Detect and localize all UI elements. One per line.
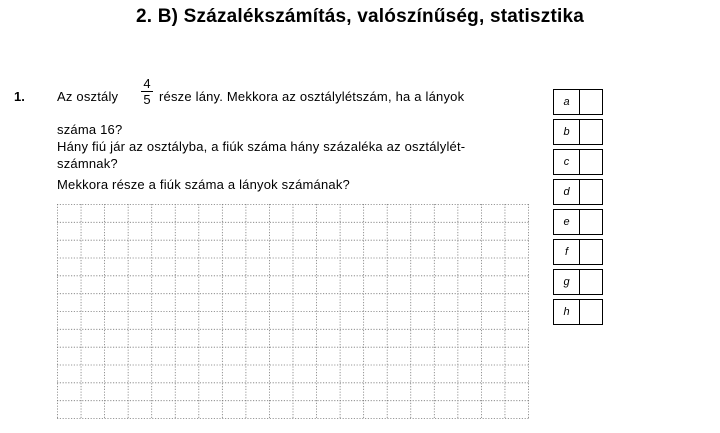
answer-label: a [554,90,580,115]
answer-box[interactable] [580,150,603,175]
answer-label: h [554,300,580,325]
answer-box[interactable] [580,90,603,115]
answer-row [554,120,603,145]
question-line-1-start: Az osztály [57,89,119,104]
answer-box[interactable] [580,210,603,235]
answer-box[interactable] [580,270,603,295]
question-line-1-end: része lány. Mekkora az osztálylétszám, ha a lányok [159,89,465,104]
answer-row [554,210,603,235]
answer-label: b [554,120,580,145]
fraction-numerator: 4 [143,76,151,91]
answer-label: c [554,150,580,175]
answer-label: f [554,240,580,265]
answer-row [554,90,603,115]
page-title: 2. B) Százalékszámítás, valószínűség, statisztika [135,6,585,27]
question-number: 1. [14,89,25,104]
question-line-5: Mekkora része a fiúk száma a lányok számának? [57,177,350,192]
answer-box[interactable] [580,180,603,205]
answer-label: e [554,210,580,235]
answer-box[interactable] [580,300,603,325]
answer-row [554,150,603,175]
answer-label: g [554,270,580,295]
question-line-2: száma 16? [57,122,123,137]
fraction-denominator: 5 [143,92,151,107]
solution-grid[interactable] [57,204,529,419]
answer-row [554,300,603,325]
answer-label: d [554,180,580,205]
answer-row [554,240,603,265]
answer-row [554,270,603,295]
question-line-3: Hány fiú jár az osztályba, a fiúk száma hány százaléka az osztálylét- [57,139,466,154]
answer-box[interactable] [580,120,603,145]
question-line-4: számnak? [57,156,118,171]
fraction [141,77,153,106]
answer-row [554,180,603,205]
answer-box[interactable] [580,240,603,265]
answer-table [553,89,603,325]
